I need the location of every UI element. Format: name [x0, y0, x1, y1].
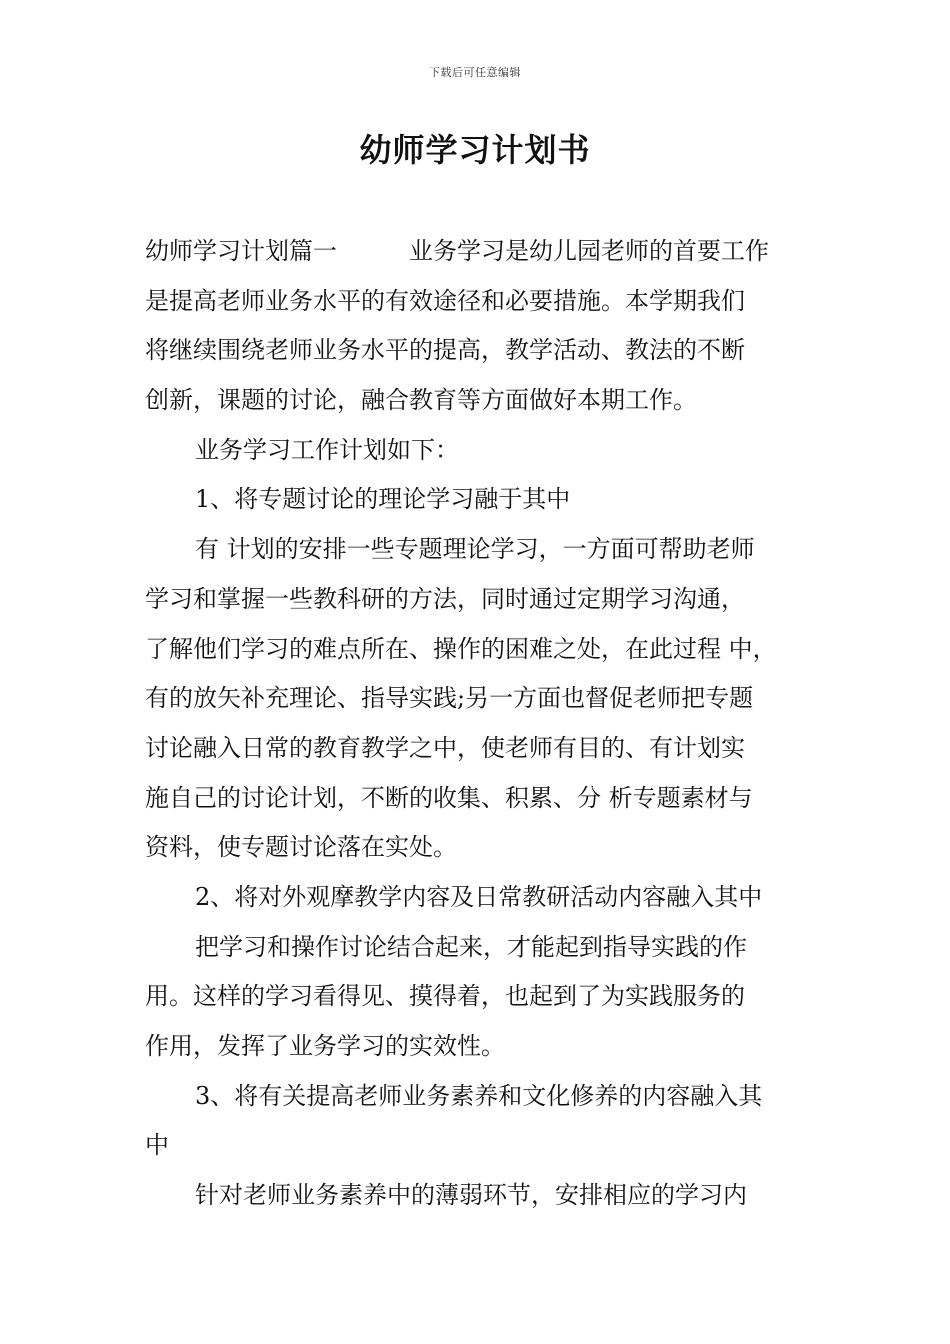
body-line: 3、将有关提高老师业务素养和文化修养的内容融入其: [195, 1081, 763, 1110]
body-line: 创新，课题的讨论，融合教育等方面做好本期工作。: [145, 386, 697, 415]
body-line: 1、将专题讨论的理论学习融于其中: [195, 485, 571, 514]
body-line: 讨论融入日常的教育教学之中，使老师有目的、有计划实: [145, 733, 745, 762]
body-line: 资料，使专题讨论落在实处。: [145, 833, 457, 862]
document-body: [145, 227, 835, 1221]
body-line: 业务学习工作计划如下：: [195, 435, 459, 464]
body-line: 用。这样的学习看得见、摸得着，也起到了为实践服务的: [145, 982, 745, 1011]
body-line: 2、将对外观摩教学内容及日常教研活动内容融入其中: [195, 882, 763, 911]
body-line: 学习和掌握一些教科研的方法，同时通过定期学习沟通，: [145, 584, 745, 613]
body-line: 有 计划的安排一些专题理论学习，一方面可帮助老师: [195, 535, 755, 564]
body-line: 是提高老师业务水平的有效途径和必要措施。本学期我们: [145, 286, 745, 315]
header-note: 下载后可任意编辑: [429, 66, 521, 79]
body-line: 幼师学习计划篇一 业务学习是幼儿园老师的首要工作: [145, 237, 769, 265]
body-line: 针对老师业务素养中的薄弱环节，安排相应的学习内: [195, 1181, 747, 1210]
body-line: 中: [145, 1131, 169, 1160]
body-line: 施自己的讨论计划，不断的收集、积累、分 析专题素材与: [145, 783, 753, 812]
body-line: 了解他们学习的难点所在、操作的困难之处，在此过程 中，: [145, 634, 777, 663]
body-line: 把学习和操作讨论结合起来，才能起到指导实践的作: [195, 932, 747, 961]
document-title: 幼师学习计划书: [359, 131, 591, 169]
body-line: 将继续围绕老师业务水平的提高，教学活动、教法的不断: [145, 336, 745, 365]
body-line: 作用，发挥了业务学习的实效性。: [145, 1032, 505, 1060]
body-line: 有的放矢补充理论、指导实践;另一方面也督促老师把专题: [145, 684, 754, 713]
